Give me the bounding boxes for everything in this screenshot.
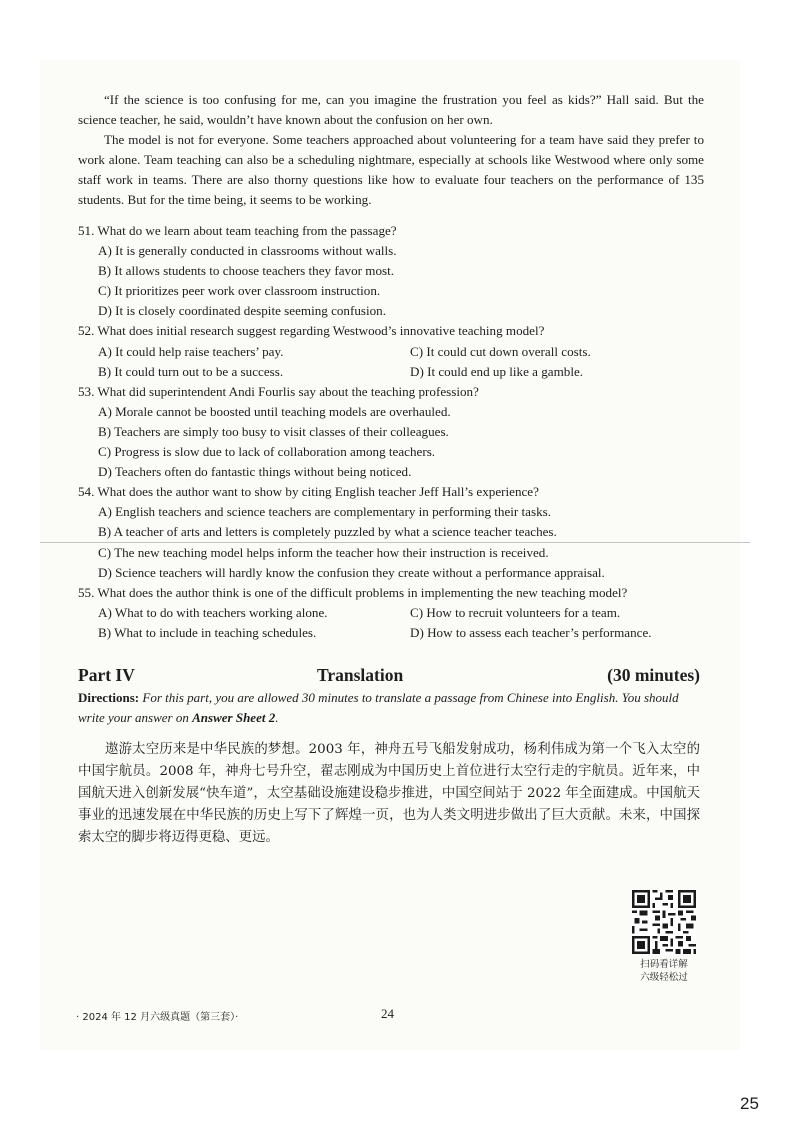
passage-paragraph-2: The model is not for everyone. Some teachers approached about volunteering for a team have said they prefer to work alone. Team teaching can also be a scheduling nightmare, especially at schools like Westwood where only some staff work in teams. There are also thorny questions like how to evaluate four teachers on the performance of 135 students. But for the time being, it seems to be working.	[78, 132, 704, 207]
question-51-stem: 51. What do we learn about team teaching from the passage?	[78, 223, 397, 238]
corner-page-number: 25	[740, 1094, 759, 1113]
part-header	[78, 665, 700, 689]
question-52-option-c: C) It could cut down overall costs.	[410, 344, 591, 359]
directions	[78, 688, 700, 728]
question-55-option-d: D) How to assess each teacher’s performance.	[410, 625, 652, 640]
footer-source: · 2024 年 12 月六级真题（第三套）·	[76, 1012, 239, 1023]
question-53-option-d: D) Teachers often do fantastic things without being noticed.	[98, 464, 412, 479]
question-52-option-a: A) It could help raise teachers’ pay.	[98, 344, 284, 359]
directions-text: For this part, you are allowed 30 minutes to translate a passage from Chinese into English. You should write your answer on	[78, 690, 679, 725]
question-52-option-d: D) It could end up like a gamble.	[410, 364, 584, 379]
part-label: Part IV	[78, 665, 135, 685]
question-51-option-d: D) It is closely coordinated despite seeming confusion.	[98, 303, 386, 318]
question-52-option-b: B) It could turn out to be a success.	[98, 364, 284, 379]
qr-caption-line-1: 扫码看详解	[640, 959, 688, 970]
question-51-option-b: B) It allows students to choose teachers they favor most.	[98, 263, 394, 278]
part-time: (30 minutes)	[607, 665, 700, 685]
qr-caption-line-2: 六级轻松过	[640, 972, 688, 983]
question-54-option-c: C) The new teaching model helps inform the teacher how their instruction is received.	[98, 545, 549, 560]
question-54-option-b: B) A teacher of arts and letters is completely puzzled by what a science teacher teaches.	[98, 524, 557, 539]
question-54-stem: 54. What does the author want to show by citing English teacher Jeff Hall’s experience?	[78, 484, 539, 499]
question-51-option-a: A) It is generally conducted in classrooms without walls.	[98, 243, 397, 258]
question-52-stem: 52. What does initial research suggest regarding Westwood’s innovative teaching model?	[78, 323, 545, 338]
question-53-option-b: B) Teachers are simply too busy to visit classes of their colleagues.	[98, 424, 449, 439]
question-55-option-b: B) What to include in teaching schedules.	[98, 625, 317, 640]
question-53-option-c: C) Progress is slow due to lack of collaboration among teachers.	[98, 444, 436, 459]
question-51-option-c: C) It prioritizes peer work over classroom instruction.	[98, 283, 381, 298]
part-title: Translation	[317, 665, 404, 685]
directions-label: Directions:	[78, 690, 140, 705]
directions-end: .	[275, 710, 279, 725]
qr-code-icon[interactable]	[632, 890, 696, 954]
question-53-stem: 53. What did superintendent Andi Fourlis say about the teaching profession?	[78, 384, 479, 399]
question-54-option-a: A) English teachers and science teachers are complementary in performing their tasks.	[98, 504, 552, 519]
question-55-option-c: C) How to recruit volunteers for a team.	[410, 605, 621, 620]
passage-paragraph-1: “If the science is too confusing for me, can you imagine the frustration you feel as kids?” Hall said. But the science teacher, he said, wouldn’t have known about the confusion on her own.	[78, 92, 704, 127]
directions-answer-sheet: Answer Sheet 2	[192, 710, 276, 725]
question-55-stem: 55. What does the author think is one of the difficult problems in implementing the new teaching model?	[78, 585, 628, 600]
qr-caption	[626, 958, 702, 984]
footer-page-number: 24	[381, 1006, 394, 1021]
chinese-passage: 遨游太空历来是中华民族的梦想。2003 年，神舟五号飞船发射成功，杨利伟成为第一个飞入太空的中国宇航员。2008 年，神舟七号升空，翟志刚成为中国历史上首位进行太空行走的宇航员。近年来，中国航天进入创新发展“快车道”，太空基础设施建设稳步推进，中国空间站于 2022 年全面建成。中国航天事业的迅速发展在中华民族的历史上写下了辉煌一页，也为人类文明进步做出了巨大贡献。未来，中国探索太空的脚步将迈得更稳、更远。	[78, 742, 700, 845]
question-53-option-a: A) Morale cannot be boosted until teaching models are overhauled.	[98, 404, 451, 419]
question-55-option-a: A) What to do with teachers working alone.	[98, 605, 328, 620]
question-54-option-d: D) Science teachers will hardly know the confusion they create without a performance appraisal.	[98, 565, 605, 580]
